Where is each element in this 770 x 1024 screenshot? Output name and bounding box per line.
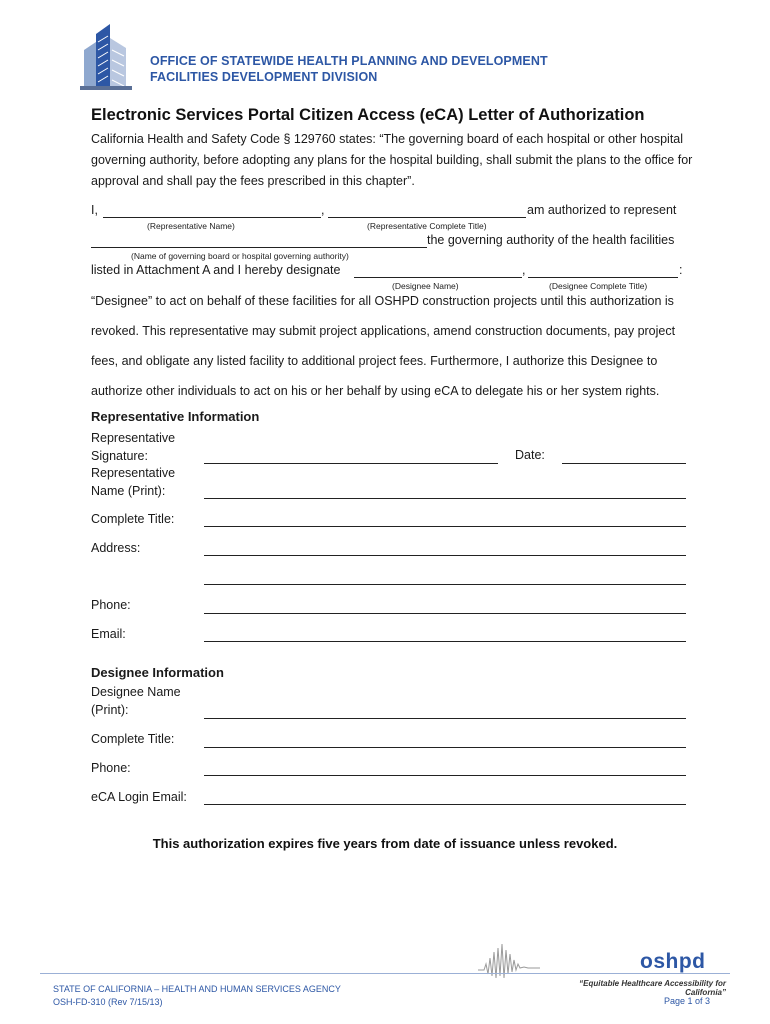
representative-title-caption: (Representative Complete Title) [367,221,487,231]
designee-phone-field[interactable] [204,775,686,776]
expiry-notice: This authorization expires five years from date of issuance unless revoked. [152,836,618,851]
designee-name-line[interactable] [354,277,522,278]
authority-text: the governing authority of the health facilities [427,233,675,247]
email-label: Email: [91,627,126,641]
designate-text: listed in Attachment A and I hereby designate [91,263,341,277]
designee-title-label: Complete Title: [91,732,175,746]
office-name: OFFICE OF STATEWIDE HEALTH PLANNING AND DEVELOPMENT [150,54,548,68]
comma-1: , [321,203,325,217]
phone-field[interactable] [204,613,686,614]
document-title: Electronic Services Portal Citizen Access (eCA) Letter of Authorization [91,106,645,124]
division-name: FACILITIES DEVELOPMENT DIVISION [150,70,378,84]
designee-title-caption: (Designee Complete Title) [549,281,648,291]
phone-label: Phone: [91,598,131,612]
designee-phone-label: Phone: [91,761,131,775]
address-field-line-2[interactable] [204,584,686,585]
i-prefix: I, [91,203,98,217]
governing-board-line[interactable] [91,247,427,248]
designee-title-line[interactable] [528,277,678,278]
oshpd-logo: oshpd [640,950,706,973]
footer-agency: STATE OF CALIFORNIA – HEALTH AND HUMAN SERVICES AGENCY [53,984,341,994]
footer-form-number: OSH-FD-310 (Rev 7/15/13) [53,997,163,1007]
governing-board-caption: (Name of governing board or hospital governing authority) [131,251,349,261]
date-label: Date: [515,448,545,462]
eca-login-email-label: eCA Login Email: [91,790,187,804]
colon: : [679,263,683,277]
eca-login-email-field[interactable] [204,804,686,805]
seismograph-icon [478,940,540,980]
representative-title-line[interactable] [328,217,526,218]
address-label: Address: [91,541,141,555]
date-line[interactable] [562,463,686,464]
footer-divider [40,973,730,974]
designee-name-label: Designee Name (Print): [91,685,181,717]
designee-title-field[interactable] [204,747,686,748]
designee-name-caption: (Designee Name) [392,281,459,291]
designee-heading: Designee Information [91,665,224,680]
representative-name-line[interactable] [103,217,321,218]
designee-name-field[interactable] [204,718,686,719]
representative-name-label: Representative Name (Print): [91,466,176,498]
comma-2: , [522,263,526,277]
authorized-text: am authorized to represent [527,203,677,217]
email-field[interactable] [204,641,686,642]
complete-title-label: Complete Title: [91,512,175,526]
intro-paragraph: California Health and Safety Code § 129760 states: “The governing board of each hospital or other hospital governing authority, before adopting any plans for the hospital building, shall submit the plans to the office for approval and shall pay the fees prescribed in this chapter”. [91,132,693,188]
signature-line[interactable] [204,463,498,464]
page-number: Page 1 of 3 [663,996,710,1006]
representative-name-caption: (Representative Name) [147,221,235,231]
representative-heading: Representative Information [91,409,260,424]
authorization-paragraph: “Designee” to act on behalf of these facilities for all OSHPD construction projects until this authorization is revoked. This representative may submit project applications, amend construction documents, pay project fees, and obligate any listed facility to additional project fees. Furthermore, I authorize this Designee to authorize other individuals to act on his or her behalf by using eCA to delegate his or her system rights. [91,294,676,398]
footer-tagline: “Equitable Healthcare Accessibility for California” [579,979,726,997]
complete-title-field[interactable] [204,526,686,527]
address-field-line-1[interactable] [204,555,686,556]
building-logo-icon [80,20,132,90]
representative-name-field[interactable] [204,498,686,499]
signature-label: Representative Signature: [91,431,176,463]
